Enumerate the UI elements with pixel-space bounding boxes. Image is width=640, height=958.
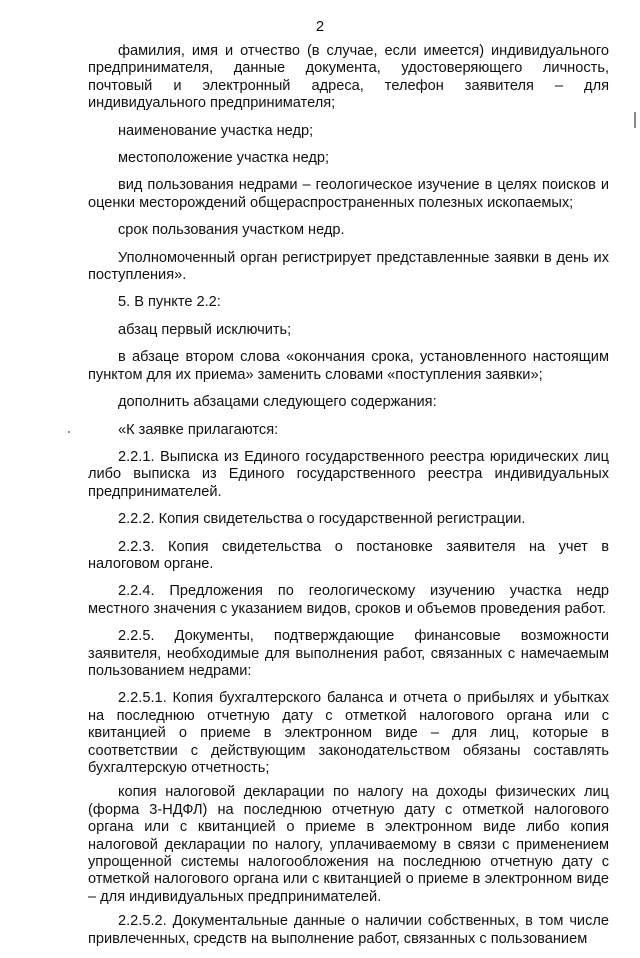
paragraph-19: 2.2.5.2. Документальные данные о наличии собственных, в том числе привлеченных, средств на выполнение работ, связанных с пользованием bbox=[88, 913, 609, 947]
paragraph-10: дополнить абзацами следующего содержания: bbox=[118, 394, 437, 411]
paragraph-1: фамилия, имя и отчество (в случае, если имеется) индивидуального предпринимателя, данные документа, удостоверяющего личность, почтовый и электронный адреса, телефон заявителя – для индивидуального предпринимателя; bbox=[88, 43, 609, 112]
scan-edge-mark bbox=[634, 112, 636, 128]
scan-speck-mark bbox=[68, 431, 70, 433]
paragraph-13: 2.2.2. Копия свидетельства о государственной регистрации. bbox=[118, 511, 526, 528]
paragraph-16: 2.2.5. Документы, подтверждающие финансовые возможности заявителя, необходимые для выполнения работ, связанных с намечаемым пользованием недрами: bbox=[88, 628, 609, 679]
paragraph-15: 2.2.4. Предложения по геологическому изучению участка недр местного значения с указанием видов, сроков и объемов проведения работ. bbox=[88, 583, 609, 617]
document-body bbox=[88, 43, 609, 958]
paragraph-17: 2.2.5.1. Копия бухгалтерского баланса и отчета о прибылях и убытках на последнюю отчетную дату с отметкой налогового органа или с квитанцией о приеме в электронном виде – для лиц, которые в соответствии с действующим законодательством обязаны составлять бухгалтерскую отчетность; bbox=[88, 690, 609, 776]
paragraph-3: местоположение участка недр; bbox=[118, 150, 330, 167]
paragraph-12: 2.2.1. Выписка из Единого государственного реестра юридических лиц либо выписка из Единого государственного реестра индивидуальных предпринимателей. bbox=[88, 448, 609, 500]
page-number: 2 bbox=[315, 18, 325, 35]
paragraph-11: «К заявке прилагаются: bbox=[118, 421, 279, 438]
paragraph-18: копия налоговой декларации по налогу на доходы физических лиц (форма 3-НДФЛ) на последнюю отчетную дату с отметкой налогового органа или с квитанцией о приеме в электронном виде либо копия налоговой декларации по налогу, уплачиваемому в связи с применением упрощенной системы налогообложения на последнюю отчетную дату с отметкой налогового органа или с квитанцией о приеме в электронном виде – для индивидуальных предпринимателей. bbox=[88, 784, 609, 905]
paragraph-4: вид пользования недрами – геологическое изучение в целях поисков и оценки месторождений общераспространенных полезных ископаемых; bbox=[88, 177, 609, 211]
paragraph-5: срок пользования участком недр. bbox=[118, 222, 345, 239]
paragraph-7: 5. В пункте 2.2: bbox=[118, 294, 221, 311]
paragraph-6: Уполномоченный орган регистрирует представленные заявки в день их поступления». bbox=[88, 249, 609, 284]
paragraph-9: в абзаце втором слова «окончания срока, установленного настоящим пунктом для их приема» заменить словами «поступления заявки»; bbox=[88, 349, 609, 383]
paragraph-8: абзац первый исключить; bbox=[118, 321, 292, 338]
paragraph-2: наименование участка недр; bbox=[118, 122, 314, 139]
paragraph-14: 2.2.3. Копия свидетельства о постановке заявителя на учет в налоговом органе. bbox=[88, 538, 609, 572]
